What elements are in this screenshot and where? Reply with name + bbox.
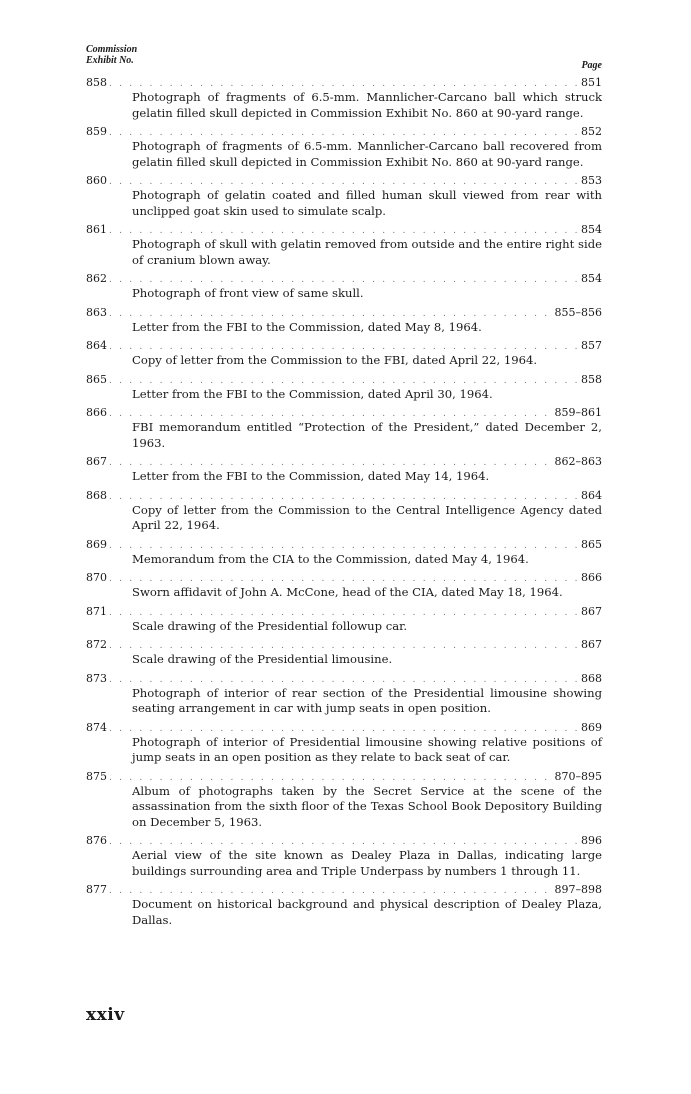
page-reference: 862–863 — [554, 455, 602, 468]
heading-commission: Commission — [86, 44, 138, 55]
page-reference: 868 — [581, 671, 602, 685]
page-reference: 859–861 — [554, 406, 602, 419]
dot-leader — [109, 674, 579, 687]
exhibit-description: Scale drawing of the Presidential followup car. — [132, 618, 408, 633]
entry-leader-line — [86, 455, 602, 468]
index-entry — [86, 638, 602, 668]
exhibit-description: Photograph of front view of same skull. — [132, 286, 364, 300]
index-entry — [86, 489, 602, 534]
dot-leader — [109, 491, 579, 504]
entry-leader-line — [86, 373, 602, 386]
page-column-heading: Page — [581, 60, 602, 71]
page-reference: 896 — [581, 834, 602, 847]
dot-leader — [109, 308, 553, 321]
exhibit-description: Photograph of skull with gelatin removed from outside and the entire right side of cranium blown away. — [132, 237, 602, 267]
dot-leader — [109, 607, 579, 620]
page-reference: 857 — [581, 339, 602, 352]
entry-leader-line — [86, 571, 602, 584]
index-entry — [86, 455, 602, 485]
exhibit-number: 874 — [86, 720, 107, 734]
entry-leader-line — [86, 76, 602, 89]
index-entry — [86, 174, 602, 219]
page-reference: 853 — [581, 174, 602, 187]
page-reference: 870–895 — [554, 769, 602, 783]
index-entry — [86, 339, 602, 369]
exhibit-description: Memorandum from the CIA to the Commission, dated May 4, 1964. — [132, 551, 529, 566]
heading-exhibit-no: Exhibit No. — [86, 55, 134, 66]
exhibit-number: 868 — [86, 488, 107, 502]
entry-leader-line — [86, 672, 602, 685]
entry-leader-line — [86, 721, 602, 734]
entry-leader-line — [86, 406, 602, 419]
entry-leader-line — [86, 883, 602, 896]
exhibit-description: Photograph of gelatin coated and filled human skull viewed from rear with unclipped goat skin used to simulate scalp. — [132, 188, 602, 218]
index-entry — [86, 272, 602, 302]
index-entry — [86, 538, 602, 568]
exhibit-number: 866 — [86, 406, 107, 419]
exhibit-number: 861 — [86, 223, 107, 236]
page-reference: 864 — [581, 488, 602, 502]
index-entry — [86, 373, 602, 403]
index-entry — [86, 571, 602, 601]
page-reference: 867 — [581, 638, 602, 651]
exhibit-number: 870 — [86, 571, 107, 584]
page-reference: 854 — [581, 272, 602, 285]
entry-leader-line — [86, 272, 602, 285]
exhibit-number: 860 — [86, 174, 107, 187]
dot-leader — [109, 375, 579, 388]
exhibit-number: 864 — [86, 339, 107, 352]
page-reference: 865 — [581, 537, 602, 551]
exhibit-number: 858 — [86, 76, 107, 89]
entry-leader-line — [86, 638, 602, 651]
page-reference: 851 — [581, 76, 602, 89]
index-entry — [86, 672, 602, 717]
page-reference: 869 — [581, 720, 602, 734]
exhibit-index — [86, 44, 602, 932]
entry-leader-line — [86, 605, 602, 618]
exhibit-number: 862 — [86, 272, 107, 285]
column-headings — [86, 44, 602, 76]
entry-leader-line — [86, 339, 602, 352]
entry-leader-line — [86, 834, 602, 847]
exhibit-number: 871 — [86, 604, 107, 618]
exhibit-number: 877 — [86, 883, 107, 896]
exhibit-description: Photograph of interior of rear section of the Presidential limousine showing seating arrangement in car with jump seats in open position. — [132, 685, 602, 715]
page-reference: 867 — [581, 604, 602, 618]
exhibit-description: Photograph of fragments of 6.5-mm. Mannlicher-Carcano ball which struck gelatin filled skull depicted in Commission Exhibit No. 860 at 90-yard range. — [132, 90, 602, 120]
exhibit-number: 872 — [86, 638, 107, 651]
page-reference: 854 — [581, 223, 602, 236]
entry-leader-line — [86, 125, 602, 138]
dot-leader — [109, 772, 553, 785]
entry-list — [86, 76, 602, 928]
exhibit-number: 875 — [86, 769, 107, 783]
exhibit-description: Album of photographs taken by the Secret Service at the scene of the assassination from the sixth floor of the Texas School Book Depository Building on December 5, 1963. — [132, 783, 602, 829]
entry-leader-line — [86, 538, 602, 551]
page-reference: 852 — [581, 125, 602, 138]
entry-leader-line — [86, 306, 602, 319]
entry-leader-line — [86, 489, 602, 502]
exhibit-description: Copy of letter from the Commission to the FBI, dated April 22, 1964. — [132, 353, 538, 367]
exhibit-number: 876 — [86, 834, 107, 847]
exhibit-number: 865 — [86, 372, 107, 386]
exhibit-number: 873 — [86, 671, 107, 685]
index-entry — [86, 721, 602, 766]
exhibit-description: Document on historical background and physical description of Dealey Plaza, Dallas. — [132, 897, 602, 927]
page-reference: 897–898 — [554, 883, 602, 896]
page-reference: 866 — [581, 571, 602, 584]
dot-leader — [109, 540, 579, 553]
page-reference: 858 — [581, 372, 602, 386]
exhibit-number: 869 — [86, 537, 107, 551]
index-entry — [86, 306, 602, 336]
entry-leader-line — [86, 770, 602, 783]
dot-leader — [109, 723, 579, 736]
exhibit-number: 867 — [86, 455, 107, 468]
roman-page-number: xxiv — [86, 1005, 125, 1025]
index-entry — [86, 76, 602, 121]
exhibit-description: Photograph of interior of Presidential limousine showing relative positions of jump seats in an open position as they relate to back seat of car. — [132, 734, 602, 764]
exhibit-number: 859 — [86, 125, 107, 138]
exhibit-description: Letter from the FBI to the Commission, dated May 8, 1964. — [132, 319, 482, 334]
entry-leader-line — [86, 174, 602, 187]
exhibit-description: Copy of letter from the Commission to the Central Intelligence Agency dated April 22, 1964. — [132, 502, 602, 532]
exhibit-description: Sworn affidavit of John A. McCone, head of the CIA, dated May 18, 1964. — [132, 585, 563, 599]
index-entry — [86, 223, 602, 268]
entry-leader-line — [86, 223, 602, 236]
exhibit-description: Letter from the FBI to the Commission, dated May 14, 1964. — [132, 469, 490, 483]
index-entry — [86, 883, 602, 928]
page-reference: 855–856 — [554, 305, 602, 319]
index-entry — [86, 125, 602, 170]
index-entry — [86, 770, 602, 831]
index-entry — [86, 834, 602, 879]
index-entry — [86, 605, 602, 635]
exhibit-description: Scale drawing of the Presidential limousine. — [132, 652, 393, 666]
exhibit-description: FBI memorandum entitled “Protection of the President,” dated December 2, 1963. — [132, 420, 602, 450]
exhibit-description: Photograph of fragments of 6.5-mm. Mannlicher-Carcano ball recovered from gelatin filled skull depicted in Commission Exhibit No. 860 at 90-yard range. — [132, 139, 602, 169]
exhibit-description: Aerial view of the site known as Dealey Plaza in Dallas, indicating large buildings surrounding area and Triple Underpass by numbers 1 through 11. — [132, 848, 602, 878]
index-entry — [86, 406, 602, 451]
exhibit-column-heading — [86, 44, 137, 66]
exhibit-number: 863 — [86, 305, 107, 319]
exhibit-description: Letter from the FBI to the Commission, dated April 30, 1964. — [132, 386, 493, 401]
